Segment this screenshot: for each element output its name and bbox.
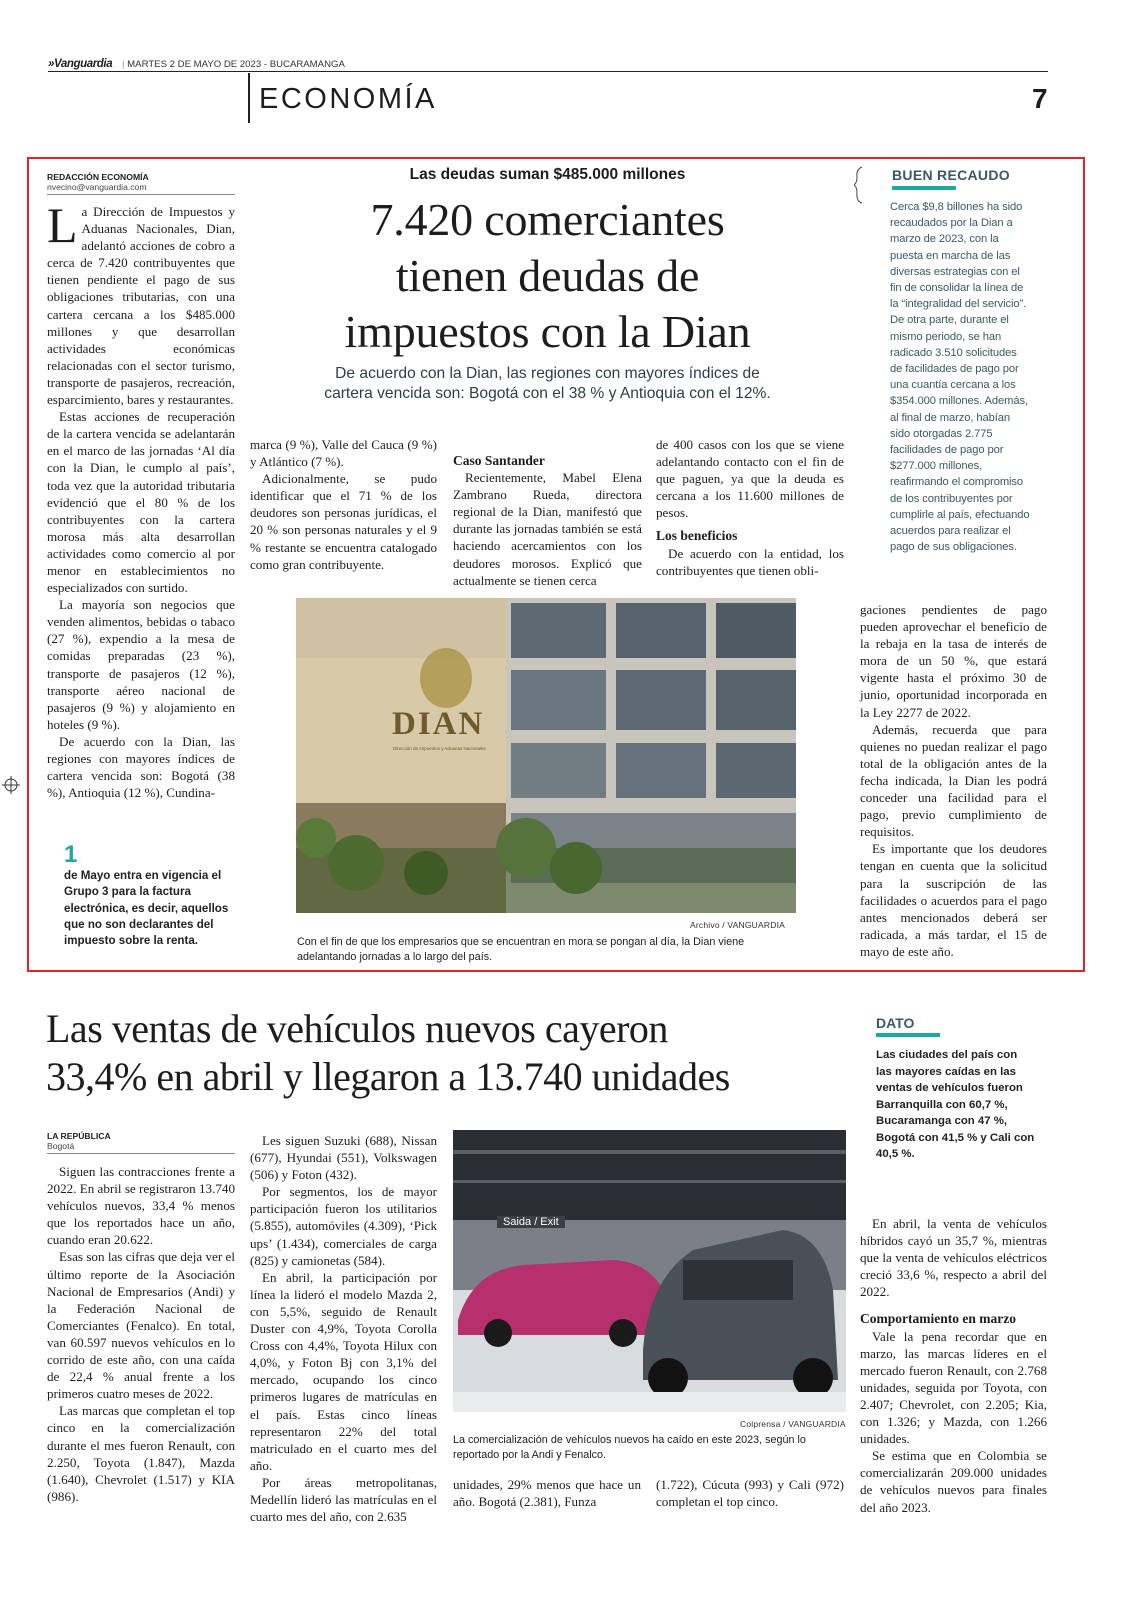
dato-text: Las ciudades del país con las mayores caídas en las ventas de vehículos fueron Barranquilla con 60,7 %, Bucaramanga con 47 %, Bogotá con 41,5 % y Cali con 40,5 %. <box>876 1049 1035 1160</box>
subheading: Comportamiento en marzo <box>860 1311 1016 1327</box>
byline-name: LA REPÚBLICA <box>47 1131 111 1141</box>
body-paragraph: Por áreas metropolitanas, Medellín lideró las matrículas en el cuarto mes del año, con 2.635 <box>250 1474 437 1525</box>
body-paragraph: Siguen las contracciones frente a 2022. En abril se registraron 13.740 vehículos nuevos, 33,4 % menos que los reportados hace un año, cuando eran 20.622. <box>47 1164 235 1248</box>
sidebar-accent-bar <box>892 186 956 190</box>
masthead-rule <box>48 71 1048 72</box>
story1-column-2 <box>250 436 437 573</box>
subheading: Los beneficios <box>656 528 738 544</box>
body-paragraph: Adicionalmente, se pudo identificar que el 71 % de los deudores son personas jurídicas, el 20 % son personas naturales y el 9 % restante se encuentra catalogado como gran contribuyente. <box>250 471 437 572</box>
dato-box <box>876 1015 1036 1163</box>
chevron-icon: » <box>48 58 54 70</box>
dato-title: DATO <box>876 1015 915 1031</box>
deck-line: cartera vencida son: Bogotá con el 38 % y Antioquia con el 12%. <box>324 384 771 402</box>
subheading: Caso Santander <box>453 453 545 468</box>
body-paragraph: Esas son las cifras que deja ver el último reporte de la Asociación Nacional de Empresarios (Andi) y la Federación Nacional de Comerciantes (Fenalco). En total, van 60.597 nuevos vehículos en lo corrido de este año, con una caída de 22,4 % anual frente a los primeros cuatro meses de 2022. <box>47 1249 235 1402</box>
body-paragraph: gaciones pendientes de pago pueden aprovechar el beneficio de la rebaja en la tasa de interés de mora de un 50 %, que estará vigente hasta el próximo 30 de junio, oportunidad incorporada en la Ley 2277 de 2022. <box>860 602 1047 720</box>
body-paragraph: Estas acciones de recuperación de la cartera vencida se adelantarán en el marco de las jornadas ‘Al día con la Dian, le cumplo al país’, toda vez que la autoridad tributaria evidenció que el 80 % de los contribuyentes con la cartera morosa más alta desarrollan actividades como comercio al por menor en establecimientos no especializados con surtido. <box>47 409 235 596</box>
dateline: | MARTES 2 DE MAYO DE 2023 - BUCARAMANGA <box>122 59 345 70</box>
story2-headline <box>46 1005 846 1101</box>
bracket-icon <box>854 165 864 205</box>
story2-column-4 <box>656 1476 844 1510</box>
story2-column-5 <box>860 1215 1047 1516</box>
body-paragraph: unidades, 29% menos que hace un año. Bogotá (2.381), Funza <box>453 1477 641 1510</box>
photo-exit-sign: Saida / Exit <box>497 1216 565 1228</box>
sidebar-title: BUEN RECAUDO <box>892 167 1010 183</box>
photo-credit: Archivo / VANGUARDIA <box>690 920 786 930</box>
crosshair-mark-icon <box>2 776 20 794</box>
body-paragraph: Les siguen Suzuki (688), Nissan (677), Hyundai (551), Volkswagen (506) y Foton (432). <box>250 1133 437 1183</box>
headline-line: tienen deudas de <box>395 250 700 301</box>
story1-kicker: Las deudas suman $485.000 millones <box>409 166 686 183</box>
story2-column-3 <box>453 1476 641 1510</box>
deck-line: De acuerdo con la Dian, las regiones con mayores índices de <box>335 365 760 382</box>
body-paragraph: En abril, la venta de vehículos híbridos cayó un 35,7 %, mientras que la venta de vehículos eléctricos creció 33,6 %, respecto a abril del 2022. <box>860 1216 1047 1300</box>
body-paragraph: Vale la pena recordar que en marzo, las marcas líderes en el mercado fueron Renault, con 2.768 unidades, seguida por Toyota, con 2.407; Chevrolet, con 2.205; Kia, con 1.326; y Mazda, con 1.266 unidades. <box>860 1328 1047 1447</box>
body-paragraph: Es importante que los deudores tengan en cuenta que la solicitud para la suscripción de las facilidades o acuerdos para el pago antes mencionados deberá ser radicada, a más tardar, el 15 de mayo de este año. <box>860 841 1047 959</box>
section-title: ECONOMÍA <box>259 83 437 115</box>
body-paragraph: Por segmentos, los de mayor participación fueron los utilitarios (5.855), automóviles (4.309), ‘Pick ups’ (1.434), comerciales de carga (825) y camionetas (584). <box>250 1184 437 1268</box>
sidebar-text: Cerca $9,8 billones ha sido recaudados por la Dian a marzo de 2023, con la puesta en marcha de las diversas estrategias con el fin de consolidar la línea de la “integralidad del servicio”. De otra parte, durante el mismo periodo, se han radicado 3.510 solicitudes de facilidades de pago por una cuantía cercana a los $354.000 millones. Además, al final de marzo, habían sido otorgadas 2.775 facilidades de pago por $277.000 millones, reafirmando el compromiso de los contribuyentes por cumplirle al país, efectuando acuerdos para realizar el pago de sus obligaciones. <box>890 201 1030 554</box>
fact-box <box>64 842 234 949</box>
headline-line: 33,4% en abril y llegaron a 13.740 unidades <box>46 1054 730 1099</box>
page-number: 7 <box>1032 83 1048 114</box>
body-paragraph: De acuerdo con la Dian, las regiones con mayores índices de cartera vencida son: Bogotá (38 %), Antioquia (12 %), Cundina- <box>47 733 235 801</box>
body-paragraph: De acuerdo con la entidad, los contribuyentes que tienen obli- <box>656 545 844 578</box>
body-paragraph: Además, recuerda que para quienes no puedan realizar el pago total de la obligación antes de la fecha indicada, la Dian les podrá conceder una facilidad para el pago, previo cumplimiento de requisitos. <box>860 721 1047 840</box>
story2-byline <box>47 1131 235 1154</box>
story1-column-4 <box>656 436 844 579</box>
headline-line: Las ventas de vehículos nuevos cayeron <box>46 1006 668 1051</box>
dian-building-photo <box>296 598 796 913</box>
body-paragraph: Las marcas que completan el top cinco en la comercialización durante el mes fueron Renault, con 2.250, Toyota (1.847), Mazda (1.640), Chevrolet (1.517) y KIA (986). <box>47 1403 235 1504</box>
story1-deck <box>250 364 845 403</box>
body-paragraph: marca (9 %), Valle del Cauca (9 %) y Atlántico (7 %). <box>250 437 437 470</box>
body-paragraph: Recientemente, Mabel Elena Zambrano Rueda, directora regional de la Dian, manifestó que durante las jornadas también se está haciendo acercamientos con los deudores morosos. Explicó que actualmente se tienen cerca <box>453 470 642 588</box>
story2-column-2 <box>250 1132 437 1525</box>
car-showroom-photo <box>453 1130 846 1412</box>
story1-column-5 <box>860 601 1047 960</box>
section-divider <box>248 73 250 123</box>
body-paragraph: La Dirección de Impuestos y Aduanas Nacionales, Dian, adelantó acciones de cobro a cerca de 7.420 contribuyentes que tienen pendiente el pago de sus obligaciones tributarias, con una cartera cercana a los $485.000 millones y que desarrollan actividades económicas relacionadas con el sector turismo, transporte de pasajeros, recreación, esparcimiento, bares y restaurantes. <box>47 197 235 408</box>
sidebar-buen-recaudo <box>860 165 1050 554</box>
photo-caption: La comercialización de vehículos nuevos ha caído en este 2023, según lo reportado por la Andi y Fenalco. <box>453 1434 806 1461</box>
masthead <box>48 57 1048 129</box>
fact-number: 1 <box>64 841 78 868</box>
body-paragraph: Se estima que en Colombia se comercializarán 209.000 unidades de vehículos nuevos para finales del año 2023. <box>860 1448 1047 1515</box>
headline-line: 7.420 comerciantes <box>370 194 725 245</box>
headline-line: impuestos con la Dian <box>344 306 751 357</box>
fact-text: de Mayo entra en vigencia el Grupo 3 para la factura electrónica, es decir, aquellos que no son declarantes del impuesto sobre la renta. <box>64 869 229 948</box>
photo-sign-subtitle: Dirección de Impuestos y Aduanas Nacionales <box>393 746 486 751</box>
drop-cap: L <box>47 197 78 253</box>
story1-headline <box>250 192 845 360</box>
story1-byline <box>47 172 235 195</box>
byline-name: REDACCIÓN ECONOMÍA <box>47 172 149 182</box>
byline-email: nvecino@vanguardia.com <box>47 182 235 195</box>
photo-credit: Colprensa / VANGUARDIA <box>740 1419 846 1429</box>
photo-sign-dian: DIAN <box>392 706 485 742</box>
story1-column-3 <box>453 452 642 589</box>
dato-accent-bar <box>876 1033 940 1037</box>
story2-column-1 <box>47 1163 235 1505</box>
brand-logo[interactable]: »Vanguardia <box>48 58 113 70</box>
body-paragraph: La mayoría son negocios que venden alimentos, bebidas o tabaco (27 %), expendio a la mesa de comidas preparadas (23 %), transporte de pasajeros (12 %), transporte aéreo nacional de pasajeros (9 %) y alojamiento en hoteles (9 %). <box>47 597 235 732</box>
story1-column-1 <box>47 197 235 801</box>
photo-caption: Con el fin de que los empresarios que se encuentran en mora se pongan al día, la Dian viene adelantando jornadas a lo largo del país. <box>297 936 745 963</box>
body-paragraph: de 400 casos con los que se viene adelantando contacto con el fin de que paguen, ya que la deuda es cercana a los 11.600 millones de pesos. <box>656 437 844 521</box>
body-paragraph: (1.722), Cúcuta (993) y Cali (972) completan el top cinco. <box>656 1477 844 1510</box>
byline-location: Bogotá <box>47 1141 235 1154</box>
body-paragraph: En abril, la participación por línea la lideró el modelo Mazda 2, con 5,5%, seguido de Renault Duster con 4,9%, Toyota Corolla Cross con 4,4%, Toyota Hilux con 4,0%, y Foton Bj con 3,1% del mercado, ocupando los cinco primeros lugares de matrículas en el país. Estas cinco líneas representaron 22% del total matriculado en el cuarto mes del año. <box>250 1269 437 1473</box>
